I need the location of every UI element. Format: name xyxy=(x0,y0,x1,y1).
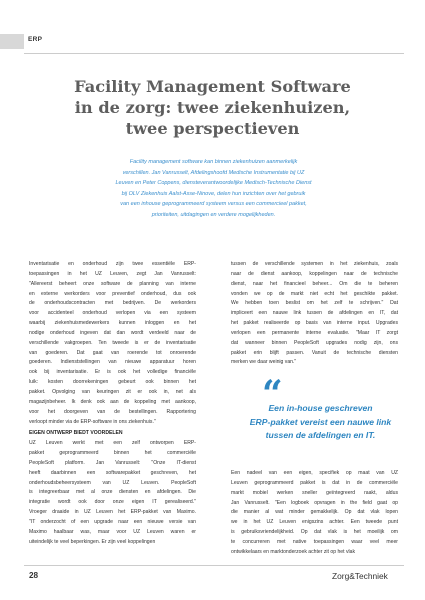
body-line: Jan Vanrusselt. "Een logboek opvragen in the field gaat op xyxy=(231,499,398,506)
body-line: Maximo haalbaar was, maar voor UZ Leuven waren er xyxy=(29,528,196,535)
body-line: We hebben toen beslist om het zelf te schrijven." Dat xyxy=(231,300,398,307)
pull-quote-line: ERP-pakket vereist een nauwe link xyxy=(249,416,392,427)
body-line: pakket. Opvolging van keuringen zit er ook in, net als xyxy=(29,388,196,395)
body-line: Een nadeel van een eigen, specifiek op maat van UZ xyxy=(231,470,398,476)
body-line: is integreerbaar met al onze diensten en afdelingen. Die xyxy=(29,489,196,496)
pull-quote xyxy=(238,402,403,443)
left-column-text xyxy=(29,260,196,427)
right-column-text-2 xyxy=(231,469,398,558)
body-line: Inventarisatie en onderhoud zijn twee essentiële ERP- xyxy=(29,261,196,267)
top-divider xyxy=(24,53,404,54)
title-line: Facility Management Software xyxy=(74,77,351,96)
body-line: PeopleSoft platform. Jan Vanrusselt: "Onze IT-dienst xyxy=(29,459,196,466)
title-line: twee perspectieven xyxy=(125,119,300,138)
title-line: in de zorg: twee ziekenhuizen, xyxy=(74,98,351,117)
body-line: het pakket realiseerde op basis van interne input. Upgrades xyxy=(231,320,398,327)
body-line: en externe werkorders voor preventief onderhoud, dus ook xyxy=(29,290,196,297)
body-line: nodige onderhoud ingeven dat dan wordt verdeeld naar de xyxy=(29,329,196,336)
page-number: 28 xyxy=(29,571,39,580)
intro-line: Facility management software kan binnen ziekenhuizen aanmerkelijk xyxy=(129,159,298,165)
body-line: magazijnbeheer. Ik denk ook aan de koppeling met aankoop, xyxy=(29,398,196,405)
body-line: onderhoudsbeheersysteem van UZ Leuven. PeopleSoft xyxy=(29,479,196,486)
section-label: ERP xyxy=(28,36,43,43)
body-line: tussen de verschillende systemen in het ziekenhuis, zoals xyxy=(231,261,398,267)
intro-line: bij OLV Ziekenhuis Aalst-Asse-Ninove, delen hun inzichten over het gebruik xyxy=(121,190,306,197)
body-line: Vroeger draaide in UZ Leuven het ERP-pakket van Maximo. xyxy=(29,509,196,516)
body-line: ontwikkelaars en marktonderzoek achter zit op het vlak xyxy=(231,548,356,555)
body-line: naar de dienst aankoop, koppelingen naar de technische xyxy=(231,270,398,277)
body-line: waarbij ziekenhuismedewerkers kunnen inloggen en het xyxy=(29,320,196,327)
body-line: impliceert een nauwe link tussen de afdelingen en IT, dat xyxy=(231,310,398,317)
body-line: heeft daarbinnen een softwarepakket geschreven, het xyxy=(29,469,196,476)
article-title xyxy=(30,76,395,139)
body-line: vonden we op de markt niet echt het geschikte pakket. xyxy=(231,290,398,297)
body-line: verloopt minder via de ERP-software in ons ziekenhuis." xyxy=(29,418,156,425)
body-line: pakket erin blijft passen. Vanuit de technische diensten xyxy=(231,349,398,356)
body-line: te concurreren met native toepassingen waar veel meer xyxy=(231,538,398,545)
bottom-divider xyxy=(24,565,404,566)
body-line: merken we daar weinig van." xyxy=(231,359,297,366)
pull-quote-line: tussen de afdelingen en IT. xyxy=(265,430,376,440)
body-line: integratie wordt ook door onze eigen IT gerealiseerd." xyxy=(29,499,196,506)
body-line: dat wanneer binnen PeopleSoft upgrades nodig zijn, ons xyxy=(231,339,398,346)
body-line: Leuven geprogrammeerd pakket is dat in de commerciële xyxy=(231,479,398,486)
body-line: "IT onderzocht of een upgrade naar een nieuwe versie van xyxy=(29,518,196,525)
body-line: uiteindelijk te veel beperkingen. Er zijn veel koppelingen xyxy=(29,538,156,545)
body-line: UZ Leuven werkt met een zelf ontworpen ERP- xyxy=(29,440,196,447)
body-line: "Allereerst beheert onze software de planning van interne xyxy=(29,280,196,287)
quote-mark-icon: “ xyxy=(262,373,283,415)
body-line: verschillende vakgroepen. Ten tweede is er de inventarisatie xyxy=(29,339,196,346)
subheading: EIGEN ONTWERP BIEDT VOORDELEN xyxy=(29,430,123,437)
section-tab xyxy=(0,34,24,49)
body-line: die manier al wat minder gemakkelijk. Op dat vlak lopen xyxy=(231,509,398,516)
pull-quote-line: Een in-house geschreven xyxy=(268,403,373,413)
body-line: verlopen een permanente interne evaluatie. "Maar IT zorgt xyxy=(231,329,398,336)
body-line: goederen. Indienststellingen van nieuwe apparatuur horen xyxy=(29,359,196,366)
article-intro xyxy=(66,157,361,221)
body-line: luik: kosten doorrekeningen gebeurt ook binnen het xyxy=(29,379,196,386)
body-line: we in het UZ Leuven enigszins achter. Een tweede punt xyxy=(231,519,398,526)
right-column-text xyxy=(231,260,398,368)
intro-line: verschillen. Jan Vanrusselt, Afdelingshoofd Medische Instrumentatie bij UZ xyxy=(122,169,305,176)
intro-line: Leuven en Peter Coppens, diensteverantwoordelijke Medisch-Technische Dienst xyxy=(115,180,312,187)
body-line: voor accidenteel onderhoud verlopen via een systeem xyxy=(29,310,196,317)
intro-line: van een inhouse geprogrammeerd systeem versus een commercieel pakket, xyxy=(120,201,307,208)
magazine-name: Zorg&Techniek xyxy=(332,571,388,581)
body-line: toepassingen in het UZ Leuven, zegt Jan Vanrusselt: xyxy=(29,270,196,277)
body-line: is gebruiksvriendelijkheid. Op dat vlak is het moeilijk om xyxy=(231,529,398,536)
intro-line: prioriteiten, uitdagingen en verdere mogelijkheden. xyxy=(151,211,276,218)
left-column xyxy=(29,260,196,547)
body-line: dienst, naar het financieel beheer... Om die te beheren xyxy=(231,280,398,287)
body-line: markt mobiel werken sneller geïntegreerd raakt, aldus xyxy=(231,489,398,496)
body-line: pakket geprogrammeerd binnen het commerciële xyxy=(29,450,196,457)
left-column-text-2 xyxy=(29,439,196,547)
body-line: voor het doorgeven van de bestellingen. Rapportering xyxy=(29,408,196,415)
body-line: de onderhoudscontracten met bedrijven. De werkorders xyxy=(29,300,196,307)
body-line: van goederen. Dat gaat van roerende tot onroerende xyxy=(29,349,196,356)
body-line: ook bij inventarisatie. Er is ook het volledige financiële xyxy=(29,369,196,376)
